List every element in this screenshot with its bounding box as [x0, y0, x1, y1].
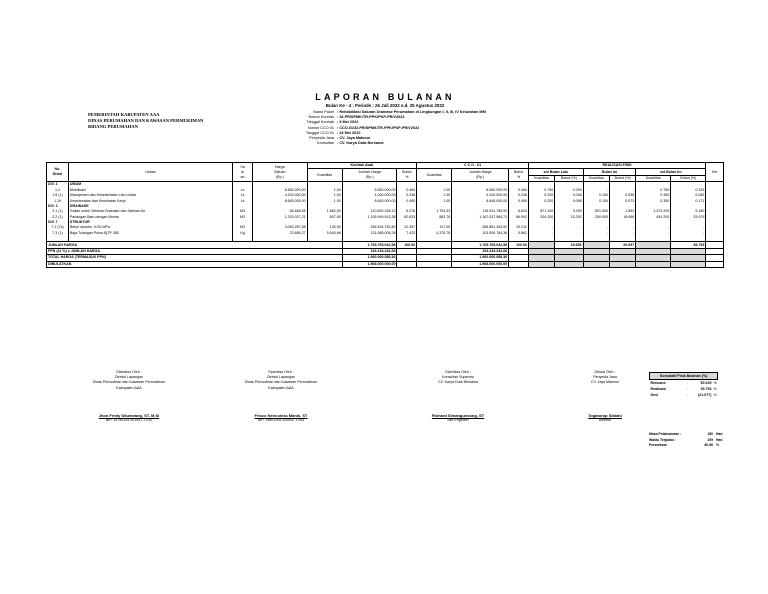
table-cell [528, 261, 554, 267]
unit-price: 4.200.000,00 [252, 193, 307, 198]
signatory-name: Frisco Nencoless Manik, ST [254, 412, 308, 418]
contract-total-weight: 100.00 [397, 242, 417, 248]
contract-total-weight [397, 261, 417, 267]
cumulative-physical-summary [649, 372, 718, 398]
item-unit: M3 [233, 209, 253, 214]
contract-weight: 62.633 [397, 215, 417, 220]
signatory-id: NIP. 19790125 201001 1 010 [105, 418, 153, 423]
cumulative-row: Devi : (21.077) % [650, 393, 717, 397]
contract-total-amount: 1.960.000.085,36 [342, 255, 397, 261]
division-title: DRAINASE [68, 204, 232, 209]
division-number: DIV. 2 [47, 204, 69, 209]
cumulative-row: Rencana : 50.029 % [650, 381, 717, 385]
info-row: Tanggal CCO 01 : 24 Mei 2022 [305, 130, 361, 135]
contract-quantity: 1.662,50 [307, 209, 342, 214]
info-row: Nama Paket : Rehabilitasi Saluran Drainase Perumahan di Lingkungan I, II, III, IV Kelurahan MM [313, 110, 486, 114]
unit-price: 3.050.267,58 [252, 225, 307, 230]
signature-role-line: Konsultan Supervisi [442, 375, 474, 380]
signature-role-line: Penyedia Jasa [593, 375, 617, 380]
cco-weight: 0.238 [509, 193, 529, 198]
cumulative-weight: 5.180 [671, 209, 706, 214]
cco-weight: 0.484 [509, 188, 529, 193]
report-period: Bulan Ke - 4 : Periode : 26 Juli 2022 s.d. 25 Agustus 2022 [325, 103, 445, 108]
contract-quantity: 1.00 [307, 198, 342, 203]
prev-weight: - [555, 231, 583, 236]
cumulative-header: Komulatif Fisik Bulanan (%) [650, 373, 718, 380]
cumulative-quantity: 454.200 [636, 215, 671, 220]
signature-role-line: Diperiksa Oleh : [268, 370, 294, 374]
item-description: Beton struktur, fc'30 MPa [68, 225, 232, 230]
signatory-id: NIP. 19801205 200502 1 004 [257, 418, 305, 423]
item-unit: Ls [233, 193, 253, 198]
cco-amount: 8.645.000,00 [452, 198, 509, 203]
prev-weight: 3.299 [555, 209, 583, 214]
item-number: 2.2 (1) [47, 215, 69, 220]
contract-amount: 131.065.008,28 [342, 231, 397, 236]
prev-quantity: 871.100 [528, 209, 554, 214]
month-total-weight: 20.697 [609, 242, 635, 248]
cco-total-amount: 1.968.000.000,00 [452, 261, 509, 267]
signature-role-line: Diketahui Oleh : [116, 370, 142, 374]
table-cell [417, 261, 452, 267]
total-label: JUMLAH HARGA [47, 242, 343, 248]
signatory-name: Jhon Fredy Situmeang, ST, M.Si [98, 412, 160, 418]
total-row [47, 261, 724, 267]
time-row: Waktu Terpakai : 109 Hari [649, 437, 723, 442]
contract-weight: 7.423 [397, 231, 417, 236]
division-title: STRUKTUR [68, 220, 232, 225]
prev-quantity: - [528, 231, 554, 236]
signatory-name: Richard Simangunsong, ST [431, 412, 485, 418]
contract-quantity: 1.00 [307, 193, 342, 198]
contract-quantity: 1.00 [307, 188, 342, 193]
cumulative-weight: - [671, 231, 706, 236]
cco-quantity: 1.00 [417, 193, 452, 198]
signature-role-line: Diperiksa Oleh : [445, 370, 471, 374]
cumulative-weight: 0.083 [671, 193, 706, 198]
signature-role-line: Kabupaten AAA [268, 385, 294, 390]
cco-amount: 103.509.784,36 [452, 231, 509, 236]
division-title: UMUM [68, 182, 232, 188]
signature-role-line: Dinas Perumahan dan Kawasan Permukiman [244, 380, 318, 385]
month-quantity: 0.150 [583, 193, 609, 198]
info-row: Nomor CCO 01 : CCO.01/32.PR/SPMK/TR-PPK/PKP-PR/V2022 [307, 125, 420, 130]
cumulative-weight: 0.339 [671, 188, 706, 193]
gov-line-1: PEMERINTAH KABUPATEN AAA [88, 112, 160, 117]
division-number: DIV. 7 [47, 220, 69, 225]
contract-weight: 0.238 [397, 193, 417, 198]
item-description: Mobilisasi [68, 188, 232, 193]
item-number: 1.2 [47, 188, 69, 193]
table-cell [555, 261, 583, 267]
signature-role-line: CV. Karya Duta Bersama [437, 380, 478, 385]
table-header-row: Kuantitas Jumlah Harga (Rp.) Bobot % Kuantitas Jumlah Harga (Rp.) Bobot % s/d Bulan Lalu Bulan Ini s/d Bulan Ini [47, 169, 724, 175]
month-weight: 1.892 [609, 209, 635, 214]
contract-amount: 396.534.782,80 [342, 225, 397, 230]
contract-weight: 0.484 [397, 188, 417, 193]
cco-total-amount: 1.960.000.085,36 [452, 255, 509, 261]
cumulative-quantity: 0.750 [636, 188, 671, 193]
month-quantity: 250.000 [583, 215, 609, 220]
cco-total-weight [509, 261, 529, 267]
prev-weight: 0.048 [555, 193, 583, 198]
month-quantity: - [583, 188, 609, 193]
prev-quantity: 0.750 [528, 188, 554, 193]
report-title: LAPORAN BULANAN [315, 92, 455, 102]
unit-price: 6.550.000,00 [252, 188, 307, 193]
item-unit: Ls [233, 188, 253, 193]
month-quantity: 501.000 [583, 209, 609, 214]
cumulative-row: Realisasi : 39.753 % [650, 387, 717, 391]
table-header-row: No. Divisi Uraian Sa tu an Harga Satuan (Rp.) Kontrak Awal C C O - 01 REALISASI FISIK Ket [47, 163, 724, 169]
cco-total-amount: 1.765.765.042,58 [452, 242, 509, 248]
cumulative-quantity: 0.350 [636, 193, 671, 198]
month-weight: 18.696 [609, 215, 635, 220]
cco-weight: 5.862 [509, 231, 529, 236]
contract-total-amount: 1.765.765.042,58 [342, 242, 397, 248]
cco-amount: 1.167.037.984,71 [452, 215, 509, 220]
unit-price: 1.320.027,21 [252, 215, 307, 220]
cumulative-weight: 0.171 [671, 198, 706, 203]
contract-weight: 0.490 [397, 198, 417, 203]
gov-line-3: BIDANG PERUMAHAN [88, 124, 138, 130]
contract-quantity: 5.540,66 [307, 231, 342, 236]
month-weight: 0.036 [609, 193, 635, 198]
cco-quantity: 1.00 [417, 198, 452, 203]
signature-2 [216, 370, 346, 423]
time-row: Persentase 60.56 % [649, 443, 720, 448]
month-quantity: - [583, 231, 609, 236]
cco-quantity: 1.754,33 [417, 209, 452, 214]
item-number: 1.19 [47, 198, 69, 203]
signatory-name: Togatorop Sibiahi [588, 412, 622, 418]
signature-role-line: Direksi Lapangan [115, 375, 143, 380]
cco-amount: 116.941.789,99 [452, 209, 509, 214]
prev-weight: 0.098 [555, 198, 583, 203]
cco-quantity: 117.00 [417, 225, 452, 230]
cumulative-weight: - [671, 225, 706, 230]
month-weight: 0.073 [609, 198, 635, 203]
cumulative-weight: 33.979 [671, 215, 706, 220]
time-summary [649, 432, 723, 449]
progress-table [46, 162, 724, 268]
prev-quantity: 0.200 [528, 193, 554, 198]
info-row: Penyedia Jasa : CV. Jaya Makmur [309, 136, 371, 141]
cco-amount: 4.200.000,00 [452, 193, 509, 198]
info-row: Tanggal Kontrak : 9 Mei 2022 [306, 120, 359, 125]
total-label: PPN (11 %) x JUMLAH HARGA [47, 248, 343, 254]
cco-quantity: 1.00 [417, 188, 452, 193]
cumulative-quantity: 1.372.209 [636, 209, 671, 214]
item-unit: M3 [233, 215, 253, 220]
gov-line-2: DINAS PERUMAHAN DAN KAWASAN PERMUKIMAN [88, 118, 204, 124]
cco-weight: 6.623 [509, 209, 529, 214]
cco-weight: 0.490 [509, 198, 529, 203]
item-description: Keselamatan dan Kesehatan Kerja [68, 198, 232, 203]
item-unit: M3 [233, 225, 253, 230]
signatory-id: Site Engineer [447, 417, 469, 422]
signature-1 [64, 370, 194, 423]
item-description: Pasangan Batu dengan Mortar [68, 215, 232, 220]
item-unit: Kg [233, 231, 253, 236]
remarks [706, 261, 724, 267]
contract-weight: 22.457 [397, 225, 417, 230]
table-cell [583, 261, 609, 267]
signature-role-line: CV. Jaya Makmur [590, 380, 620, 385]
cco-total-amount: 194.234.242,66 [452, 248, 509, 254]
contract-amount: 6.550.000,00 [342, 188, 397, 193]
item-number: 7.3 (1) [47, 231, 69, 236]
contract-quantity: 130.00 [307, 225, 342, 230]
prev-quantity: - [528, 225, 554, 230]
table-cell [609, 261, 635, 267]
item-description: Galian untuk Selokan Drainase dan Saluran Air [68, 209, 232, 214]
signatory-id: Direktur [598, 417, 612, 422]
cumulative-quantity: - [636, 225, 671, 230]
contract-amount: 4.200.000,00 [342, 193, 397, 198]
cco-quantity: 883.78 [417, 215, 452, 220]
cco-amount: 356.881.304,52 [452, 225, 509, 230]
unit-price: 8.645.000,00 [252, 198, 307, 203]
contract-amount: 1.105.949.913,38 [342, 215, 397, 220]
signature-role-line: Direksi Lapangan [267, 375, 295, 380]
cumulative-total-weight: 39.753 [671, 242, 706, 248]
month-quantity: - [583, 225, 609, 230]
cco-amount: 6.550.000,00 [452, 188, 509, 193]
table-header-row: Kuantitas Bobot (%) Kuantitas Bobot (%) Kuantitas Bobot (%) [47, 175, 724, 181]
month-weight: - [609, 225, 635, 230]
info-row: Konsultan : CV. Karya Duta Bersama [317, 141, 384, 146]
item-unit: Ls [233, 198, 253, 203]
contract-total-amount: 194.234.242,66 [342, 248, 397, 254]
signature-role-line: Kabupaten AAA [116, 385, 142, 390]
prev-weight: 0.339 [555, 188, 583, 193]
prev-total-weight: 19.656 [555, 242, 583, 248]
month-quantity: 0.150 [583, 198, 609, 203]
contract-total-amount: 1.968.000.000,00 [342, 261, 397, 267]
unit-price: 66.668,65 [252, 209, 307, 214]
cco-weight: 20.211 [509, 225, 529, 230]
contract-info [250, 110, 486, 146]
month-weight: - [609, 231, 635, 236]
table-cell [671, 261, 706, 267]
month-weight: - [609, 188, 635, 193]
signature-role-line: Dibuat Oleh : [594, 370, 616, 374]
table-cell [636, 261, 671, 267]
item-number: 2.1 (1) [47, 209, 69, 214]
item-number: 1.8 (1) [47, 193, 69, 198]
cumulative-quantity: - [636, 231, 671, 236]
signature-4 [550, 370, 660, 423]
government-header [88, 112, 203, 131]
item-description: Manajemen dan Keselamatan Lalu Lintas [68, 193, 232, 198]
item-number: 7.1 (7a) [47, 225, 69, 230]
prev-quantity: 0.200 [528, 198, 554, 203]
table-body [47, 163, 724, 268]
item-description: Baja Tulangan Polos-BjTP 280 [68, 231, 232, 236]
prev-weight: - [555, 225, 583, 230]
cumulative-quantity: 0.350 [636, 198, 671, 203]
prev-weight: 15.292 [555, 215, 583, 220]
contract-quantity: 837.50 [307, 215, 342, 220]
prev-quantity: 204.200 [528, 215, 554, 220]
time-row: Masa Pelaksanaan : 180 Hari [649, 432, 723, 436]
unit-price: 23.685,27 [252, 231, 307, 236]
cco-weight: 66.092 [509, 215, 529, 220]
total-label: DIBULATKAN [47, 261, 343, 267]
signature-3 [398, 370, 518, 423]
total-label: TOTAL HARGA (TERMASUK PPN) [47, 255, 343, 261]
info-row: Nomor Kontrak : 32.PR/SPMK/TR-PPK/PKP-PR/V2022 [308, 115, 405, 120]
cco-total-weight: 100.00 [509, 242, 529, 248]
cco-quantity: 4.375,78 [417, 231, 452, 236]
contract-amount: 8.645.000,00 [342, 198, 397, 203]
contract-weight: 6.276 [397, 209, 417, 214]
contract-amount: 110.820.328,13 [342, 209, 397, 214]
division-number: DIV. 1 [47, 182, 69, 188]
signature-role-line: Dinas Perumahan dan Kawasan Permukiman [92, 380, 166, 385]
